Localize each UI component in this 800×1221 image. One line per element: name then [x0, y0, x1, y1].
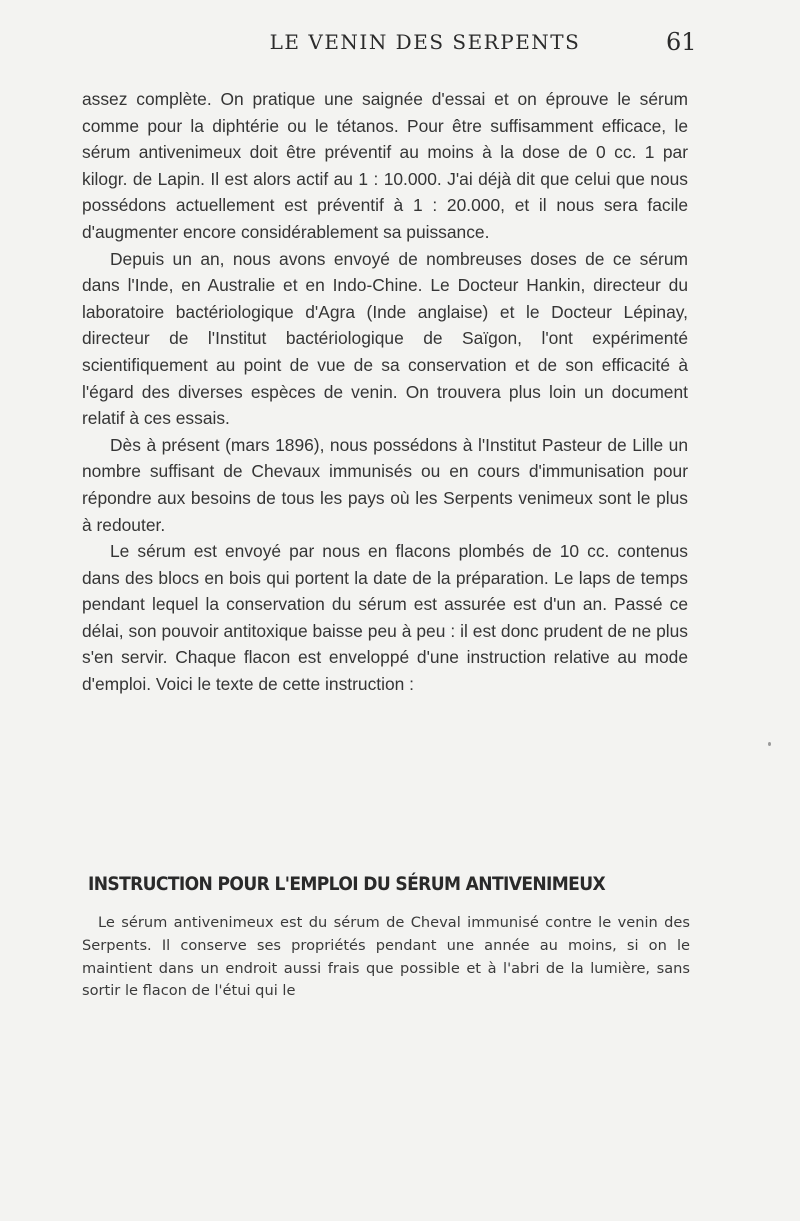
instruction-heading: INSTRUCTION POUR L'EMPLOI DU SÉRUM ANTIVENIMEUX [88, 873, 606, 895]
paragraph-4: Le sérum est envoyé par nous en flacons plombés de 10 cc. contenus dans des blocs en bois qui portent la date de la préparation. Le laps de temps pendant lequel la conservation du sérum est assurée est d'un an. Passé ce délai, son pouvoir antitoxique baisse peu à peu : il est donc prudent de ne plus s'en servir. Chaque flacon est enveloppé d'une instruction relative au mode d'emploi. Voici le texte de cette instruction : [82, 541, 688, 695]
running-title: LE VENIN DES SERPENTS [269, 30, 581, 54]
paragraph-3: Dès à présent (mars 1896), nous possédons à l'Institut Pasteur de Lille un nombre suffisant de Chevaux immunisés ou en cours d'immunisation pour répondre aux besoins de tous les pays où les Serpents venimeux sont le plus à redouter. [82, 434, 688, 535]
running-head [0, 28, 800, 64]
page-number: 61 [666, 28, 697, 56]
instruction-text: Le sérum antivenimeux est du sérum de Cheval immunisé contre le venin des Serpents. Il conserve ses propriétés pendant une année au moins, si on le maintient dans un endroit aussi frais que possible et à l'abri de la lumière, sans sortir le flacon de l'étui qui le [82, 914, 690, 1000]
body-text [82, 86, 688, 698]
paper-speck [768, 742, 771, 746]
paragraph-1: assez complète. On pratique une saignée d'essai et on éprouve le sérum comme pour la diphtérie ou le tétanos. Pour être suffisamment efficace, le sérum antivenimeux doit être préventif au moins à la dose de 0 cc. 1 par kilogr. de Lapin. Il est alors actif au 1 : 10.000. J'ai déjà dit que celui que nous possédons actuellement est préventif à 1 : 20.000, et il nous sera facile d'augmenter encore considérablement sa puissance. [82, 89, 688, 242]
paragraph-2: Depuis un an, nous avons envoyé de nombreuses doses de ce sérum dans l'Inde, en Australie et en Indo-Chine. Le Docteur Hankin, directeur du laboratoire bactériologique d'Agra (Inde anglaise) et le Docteur Lépinay, directeur de l'Institut bactériologique de Saïgon, l'ont expérimenté scientifiquement au point de vue de sa conservation et de son efficacité à l'égard des diverses espèces de venin. On trouvera plus loin un document relatif à ces essais. [82, 248, 688, 429]
